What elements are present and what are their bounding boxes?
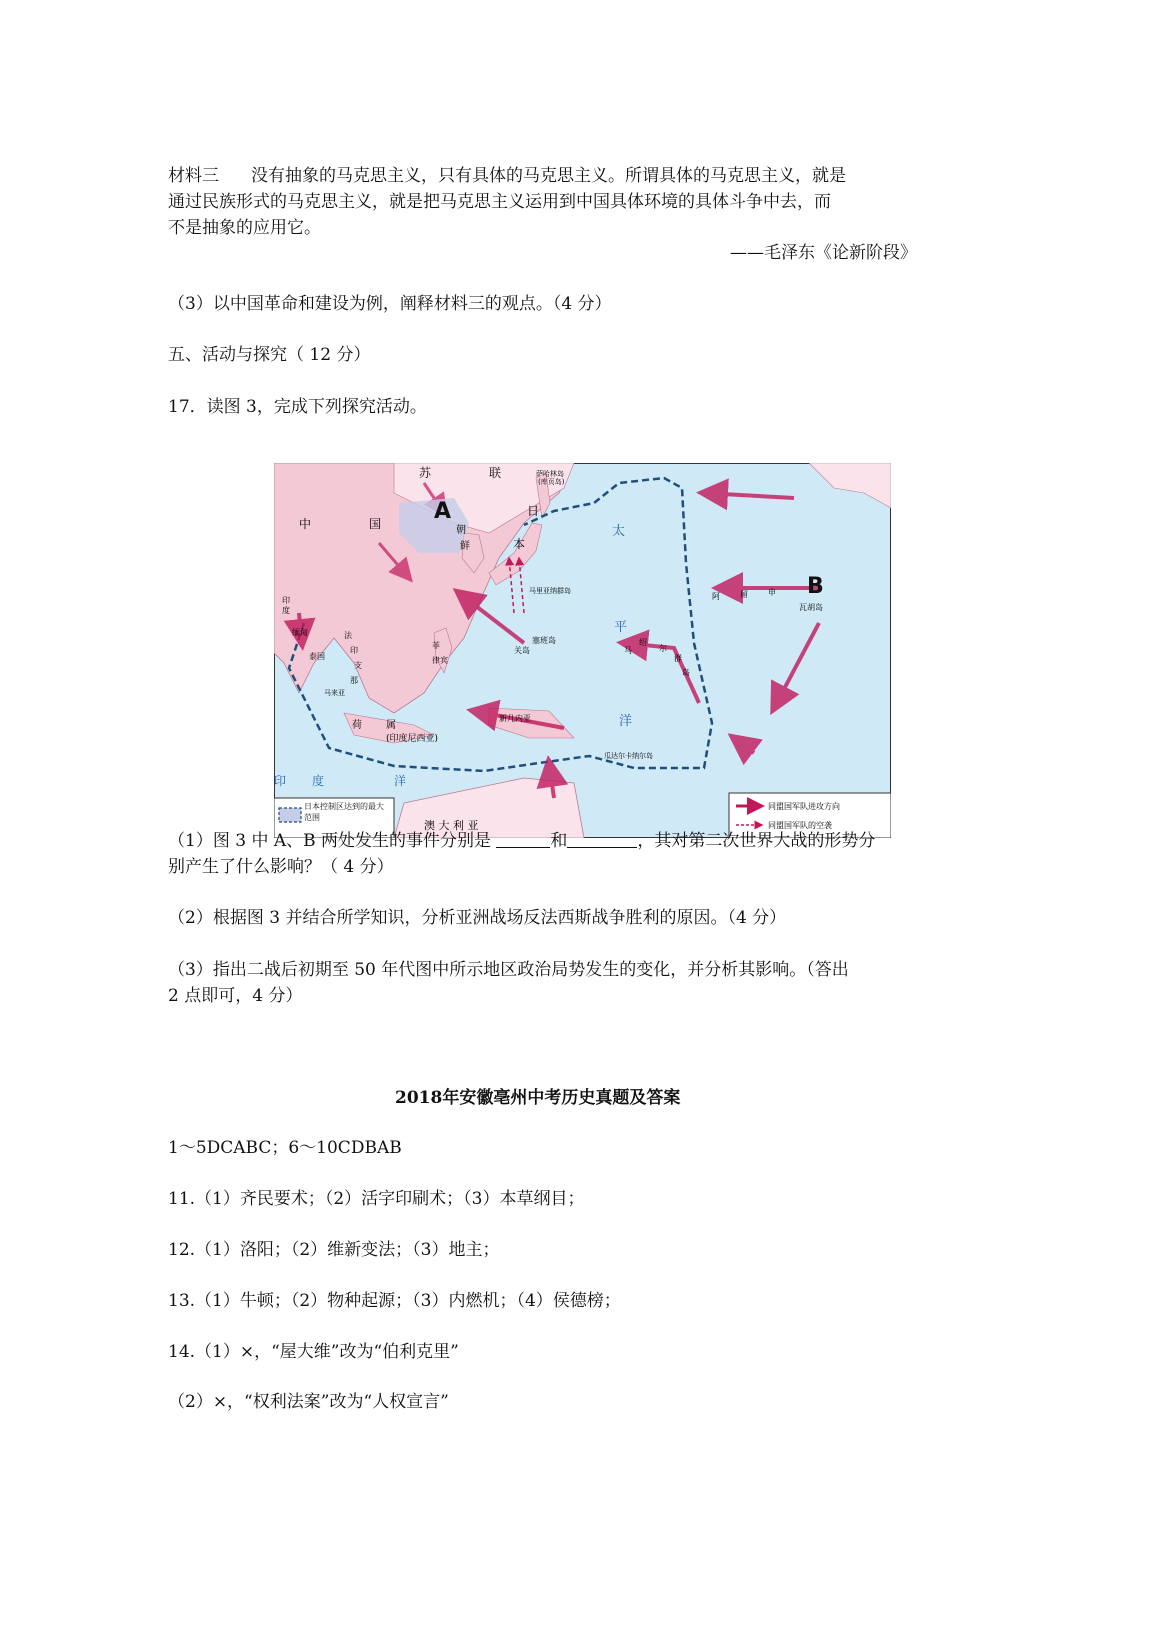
map-label-zhong: 中 — [299, 517, 312, 531]
map-label-tai: 太 — [612, 524, 626, 539]
question-17-3-line-2: 2 点即可，4 分） — [168, 986, 303, 1006]
map-label-su: 苏 — [419, 466, 432, 480]
question-17-3-line-1: （3）指出二战后初期至 50 年代图中所示地区政治局势发生的变化，并分析其影响。（答出 — [168, 960, 849, 980]
map-label-marshall1: 马 — [624, 646, 632, 655]
material-3-source: ——毛泽东《论新阶段》 — [730, 243, 917, 263]
map-label-lian: 联 — [489, 466, 502, 480]
map-label-malay: 马来亚 — [324, 689, 345, 697]
map-label-sahalin: 萨哈林岛 — [536, 470, 564, 478]
map-label-fa: 法 — [344, 631, 352, 640]
map-label-na: 那 — [350, 676, 358, 685]
answer-line: 13.（1）牛顿；（2）物种起源；（3）内燃机；（4）侯德榜； — [168, 1291, 621, 1311]
map-label-lvbin: 律宾 — [432, 656, 448, 665]
map-label-marianas: 马里亚纳群岛 — [529, 587, 571, 595]
legend-attack-text: 同盟国军队进攻方向 — [768, 802, 840, 811]
map-label-yin: 印 — [350, 646, 358, 655]
map-label-saipan: 塞班岛 — [532, 636, 556, 645]
map-label-yindu2: 度 — [282, 606, 290, 615]
answer-blank-b[interactable] — [567, 829, 637, 848]
material-3-line-1 — [168, 163, 846, 189]
map-label-guadalcanal: 瓜达尔卡纳尔岛 — [604, 752, 653, 760]
ww2-pacific-map — [274, 463, 891, 838]
question-17-1-line-1 — [168, 828, 875, 854]
map-label-miandian: 缅甸 — [292, 628, 308, 637]
legend-left-text: 日本控制区达到的最大范围 — [304, 802, 384, 822]
material-3-line-2: 通过民族形式的马克思主义，就是把马克思主义运用到中国具体环境的具体斗争中去，而 — [168, 192, 831, 212]
legend-air-text: 同盟国军队的空袭 — [768, 821, 832, 830]
answer-blank-a[interactable] — [496, 829, 550, 848]
map-label-marshall4: 群 — [674, 654, 682, 663]
question-17-1-he: 和 — [550, 831, 568, 851]
map-label-hao: 荷 — [352, 720, 362, 731]
map-label-zhi: 支 — [354, 661, 362, 670]
map-label-ri: 日 — [527, 504, 540, 518]
map-label-xian: 鲜 — [460, 541, 470, 552]
map-label-yinduyang3: 洋 — [394, 774, 407, 788]
answer-line: 11.（1）齐民要术；（2）活字印刷术；（3）本草纲目； — [168, 1189, 585, 1209]
map-label-feilv: 菲 — [432, 641, 440, 650]
map-label-guam: 关岛 — [514, 646, 530, 655]
material-3-line-3: 不是抽象的应用它。 — [168, 218, 321, 238]
map-label-marshall5: 岛 — [682, 668, 690, 677]
map-label-yindu1: 印 — [282, 596, 290, 605]
map-label-ping: 平 — [614, 620, 628, 635]
map-label-yang: 洋 — [619, 714, 633, 729]
map-label-aleutian2: 留 — [740, 590, 748, 599]
answer-line: 1～5DCABC；6～10CDBAB — [168, 1138, 402, 1158]
answer-title: 2018年安徽亳州中考历史真题及答案 — [395, 1088, 681, 1108]
map-label-aodaliya: 澳 大 利 亚 — [424, 819, 479, 832]
map-label-ximan: 新几内亚 — [499, 714, 531, 723]
legend-left-swatch — [279, 808, 301, 822]
material-3-text-1: 没有抽象的马克思主义，只有具体的马克思主义。所谓具体的马克思主义，就是 — [251, 166, 846, 186]
map-label-yinduyang2: 度 — [312, 774, 325, 788]
question-17-1-text-2: ，其对第二次世界大战的形势分 — [637, 831, 876, 851]
map-label-marshall2: 绍 — [639, 638, 647, 647]
map-label-ben: 本 — [513, 537, 526, 551]
answer-line: 12.（1）洛阳；（2）维新变法；（3）地主； — [168, 1240, 500, 1260]
map-label-aleutian1: 阿 — [712, 592, 720, 601]
question-17-1-text: （1）图 3 中 A、B 两处发生的事件分别是 — [168, 831, 497, 851]
answer-line: 14.（1）×，“屋大维”改为“伯利克里” — [168, 1342, 459, 1362]
map-label-taiguo: 泰国 — [309, 652, 325, 661]
map-label-aleutian3: 申 — [768, 588, 776, 597]
question-17-1-line-2: 别产生了什么影响？（ 4 分） — [168, 857, 394, 877]
question-16-3: （3）以中国革命和建设为例，阐释材料三的观点。（4 分） — [168, 294, 612, 314]
map-label-shu: 属 — [386, 720, 396, 731]
map-label-chao: 朝 — [456, 525, 466, 536]
map-letter-a: A — [434, 499, 452, 524]
question-17-intro: 17．读图 3，完成下列探究活动。 — [168, 397, 427, 417]
map-label-guo: 国 — [369, 517, 382, 531]
map-label-marshall3: 尔 — [659, 644, 667, 653]
map-label-wahu: 瓦胡岛 — [799, 603, 823, 612]
question-17-2: （2）根据图 3 并结合所学知识，分析亚洲战场反法西斯战争胜利的原因。（4 分） — [168, 908, 787, 928]
answer-line: （2）×，“权利法案”改为“人权宣言” — [168, 1392, 449, 1412]
map-label-indonesia: (印度尼西亚) — [386, 734, 439, 744]
material-3-head: 材料三 — [168, 166, 219, 186]
section-5-heading: 五、活动与探究（ 12 分） — [168, 345, 371, 365]
map-label-yinduyang1: 印 — [274, 774, 287, 788]
map-label-sahalin2: (库页岛) — [538, 478, 565, 486]
map-letter-b: B — [807, 574, 824, 599]
